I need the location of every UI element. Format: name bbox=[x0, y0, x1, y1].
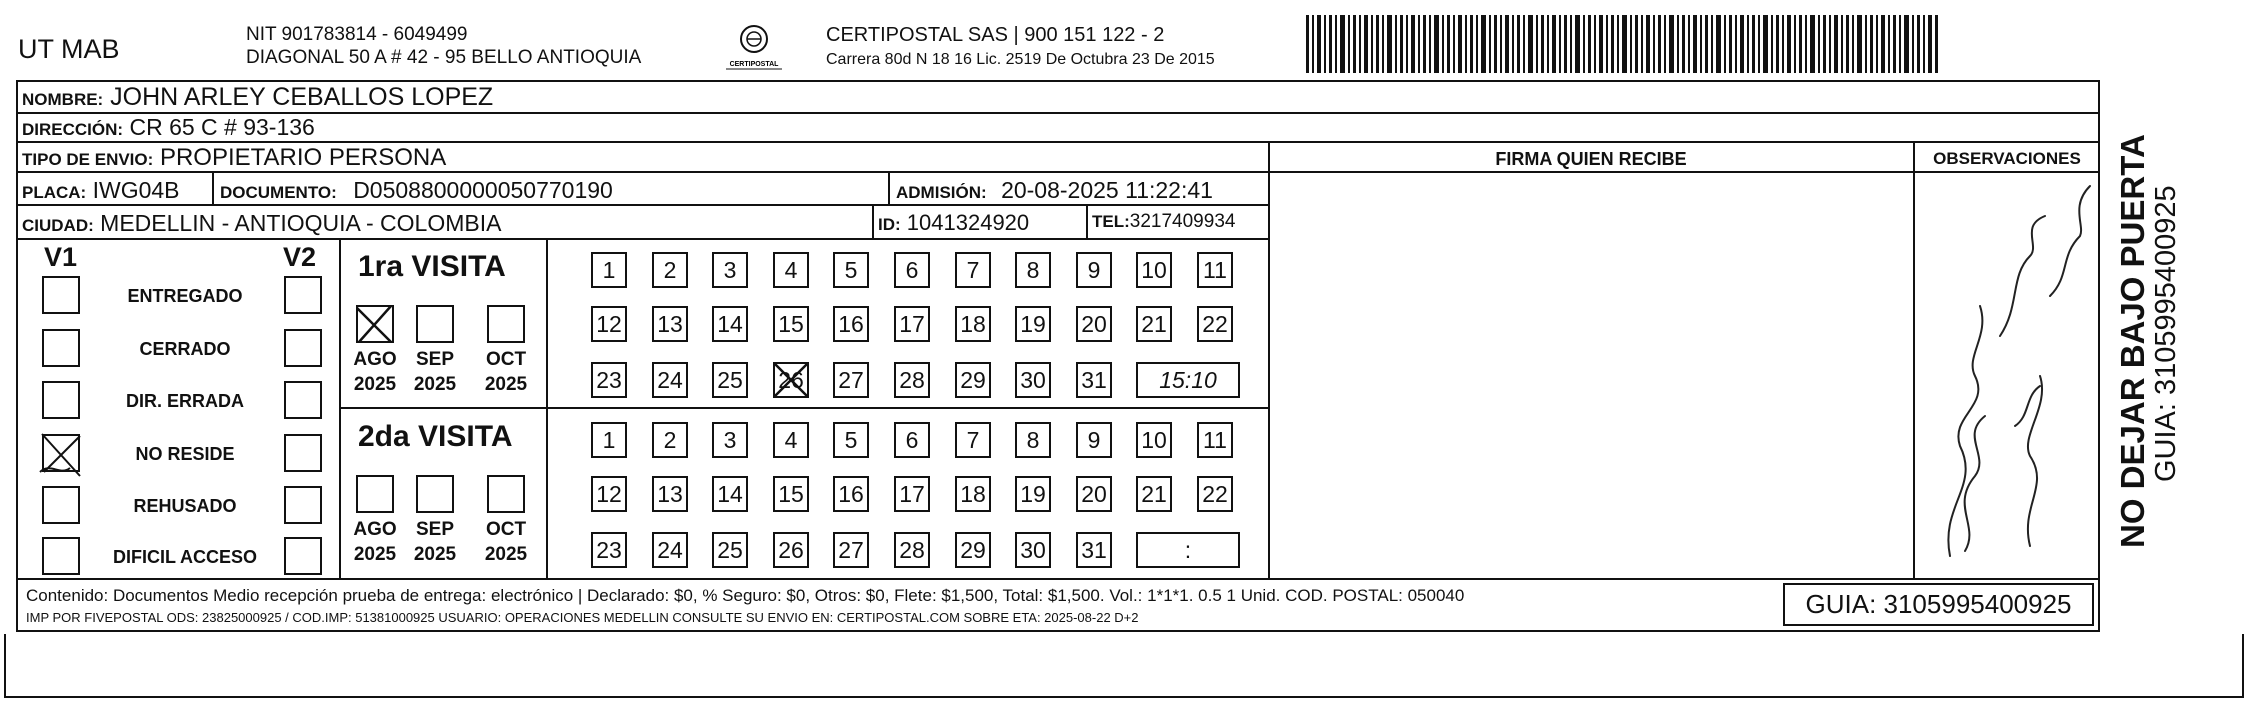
admision-label: ADMISIÓN: bbox=[896, 183, 987, 202]
day-box[interactable]: 22 bbox=[1197, 306, 1233, 342]
v1-checkbox[interactable] bbox=[42, 537, 80, 575]
id-row bbox=[878, 212, 1029, 234]
footer-contenido: Contenido: Documentos Medio recepción prueba de entrega: electrónico | Declarado: $0, % Seguro: $0, Otros: $0, Flete: $1,500, Total: $1,500. Vol.: 1*1*1. 0.5 1 Unid. COD. POSTAL: 050040 bbox=[26, 586, 1465, 605]
day-cross-mark bbox=[773, 362, 809, 398]
day-box[interactable]: 15 bbox=[773, 306, 809, 342]
v1-header: V1 bbox=[44, 242, 78, 272]
status-option-label: NO RESIDE bbox=[135, 444, 235, 464]
day-box[interactable]: 13 bbox=[652, 476, 688, 512]
v2-checkbox[interactable] bbox=[284, 434, 322, 472]
day-box[interactable]: 5 bbox=[833, 422, 869, 458]
tel-value: 3217409934 bbox=[1129, 211, 1236, 232]
month-checkbox[interactable] bbox=[356, 475, 394, 513]
tipo-label: TIPO DE ENVIO: bbox=[22, 150, 154, 169]
day-box[interactable]: 23 bbox=[591, 532, 627, 568]
day-box[interactable]: 6 bbox=[894, 422, 930, 458]
footer-imp: IMP POR FIVEPOSTAL ODS: 23825000925 / COD.IMP: 51381000925 USUARIO: OPERACIONES MEDELLIN CONSULTE SU ENVIO EN: CERTIPOSTAL.COM SOBRE ETA: 2025-08-22 D+2 bbox=[26, 610, 1139, 625]
day-box[interactable]: 23 bbox=[591, 362, 627, 398]
day-box[interactable]: 30 bbox=[1015, 532, 1051, 568]
barcode bbox=[1306, 15, 1940, 73]
admision-row bbox=[896, 179, 1213, 202]
tel-row bbox=[1092, 212, 1235, 231]
month-label: AGO 2025 bbox=[353, 519, 397, 565]
day-box[interactable]: 29 bbox=[955, 532, 991, 568]
status-option-label: ENTREGADO bbox=[127, 286, 243, 306]
day-box[interactable]: 28 bbox=[894, 532, 930, 568]
month-checkbox[interactable] bbox=[487, 305, 525, 343]
day-box[interactable]: 1 bbox=[591, 252, 627, 288]
v1-checkbox[interactable] bbox=[42, 276, 80, 314]
visit-title: 2da VISITA bbox=[358, 420, 513, 453]
status-option-label: REHUSADO bbox=[133, 496, 237, 516]
day-box[interactable]: 30 bbox=[1015, 362, 1051, 398]
day-box[interactable]: 24 bbox=[652, 532, 688, 568]
day-box[interactable]: 8 bbox=[1015, 422, 1051, 458]
month-label: SEP 2025 bbox=[413, 349, 457, 395]
day-box[interactable]: 17 bbox=[894, 476, 930, 512]
day-box[interactable]: 21 bbox=[1136, 306, 1172, 342]
company-license: Carrera 80d N 18 16 Lic. 2519 De Octubra 23 De 2015 bbox=[826, 51, 1215, 68]
v2-header: V2 bbox=[283, 242, 317, 272]
ciudad-row bbox=[22, 212, 501, 235]
time-box[interactable]: : bbox=[1136, 532, 1240, 568]
month-checkbox[interactable] bbox=[416, 305, 454, 343]
tipo-row bbox=[22, 146, 446, 170]
sender-address: DIAGONAL 50 A # 42 - 95 BELLO ANTIOQUIA bbox=[246, 47, 642, 68]
direccion-value: CR 65 C # 93-136 bbox=[129, 114, 315, 140]
day-box[interactable]: 10 bbox=[1136, 252, 1172, 288]
v1-checkbox[interactable] bbox=[42, 434, 80, 472]
day-box[interactable]: 14 bbox=[712, 476, 748, 512]
day-box[interactable]: 4 bbox=[773, 252, 809, 288]
day-box[interactable]: 22 bbox=[1197, 476, 1233, 512]
day-box[interactable]: 25 bbox=[712, 362, 748, 398]
id-label: ID: bbox=[878, 215, 901, 234]
sender-nit: NIT 901783814 - 6049499 bbox=[246, 24, 468, 45]
direccion-row bbox=[22, 116, 315, 139]
side-guia: GUIA: 3105995400925 bbox=[2150, 185, 2182, 482]
footer-guia: GUIA: 3105995400925 bbox=[1805, 589, 2072, 619]
day-box[interactable]: 18 bbox=[955, 306, 991, 342]
day-box[interactable]: 31 bbox=[1076, 532, 1112, 568]
month-label: AGO 2025 bbox=[353, 349, 397, 395]
day-box[interactable]: 17 bbox=[894, 306, 930, 342]
day-box[interactable]: 19 bbox=[1015, 476, 1051, 512]
day-box[interactable]: 9 bbox=[1076, 422, 1112, 458]
day-box[interactable]: 26 bbox=[773, 362, 809, 398]
status-option-label: CERRADO bbox=[139, 339, 231, 359]
day-box[interactable]: 6 bbox=[894, 252, 930, 288]
month-checkbox[interactable] bbox=[416, 475, 454, 513]
day-box[interactable]: 13 bbox=[652, 306, 688, 342]
company-name: CERTIPOSTAL SAS | 900 151 122 - 2 bbox=[826, 24, 1165, 46]
day-box[interactable]: 3 bbox=[712, 422, 748, 458]
day-box[interactable]: 8 bbox=[1015, 252, 1051, 288]
nombre-label: NOMBRE: bbox=[22, 90, 104, 109]
observaciones-handwriting bbox=[1920, 176, 2096, 574]
day-box[interactable]: 27 bbox=[833, 362, 869, 398]
observaciones-header: OBSERVACIONES bbox=[1933, 149, 2081, 168]
day-box[interactable]: 28 bbox=[894, 362, 930, 398]
sender-name: UT MAB bbox=[18, 34, 120, 64]
day-box[interactable]: 20 bbox=[1076, 476, 1112, 512]
v1-checkbox[interactable] bbox=[42, 381, 80, 419]
day-box[interactable]: 31 bbox=[1076, 362, 1112, 398]
day-box[interactable]: 16 bbox=[833, 306, 869, 342]
day-box[interactable]: 26 bbox=[773, 532, 809, 568]
month-checkbox[interactable] bbox=[487, 475, 525, 513]
day-box[interactable]: 4 bbox=[773, 422, 809, 458]
footer-guia-box bbox=[1783, 583, 2094, 626]
month-checkbox[interactable] bbox=[356, 305, 394, 343]
v2-checkbox[interactable] bbox=[284, 381, 322, 419]
placa-row bbox=[22, 179, 180, 202]
admision-value: 20-08-2025 11:22:41 bbox=[1001, 177, 1213, 203]
day-box[interactable]: 5 bbox=[833, 252, 869, 288]
v1-checkbox[interactable] bbox=[42, 486, 80, 524]
day-box[interactable]: 29 bbox=[955, 362, 991, 398]
day-box[interactable]: 7 bbox=[955, 422, 991, 458]
day-box[interactable]: 27 bbox=[833, 532, 869, 568]
day-box[interactable]: 25 bbox=[712, 532, 748, 568]
svg-text:CERTIPOSTAL: CERTIPOSTAL bbox=[729, 61, 779, 68]
tipo-value: PROPIETARIO PERSONA bbox=[159, 144, 447, 171]
month-label: OCT 2025 bbox=[484, 519, 528, 565]
v2-checkbox[interactable] bbox=[284, 486, 322, 524]
day-box[interactable]: 10 bbox=[1136, 422, 1172, 458]
day-box[interactable]: 21 bbox=[1136, 476, 1172, 512]
day-box[interactable]: 24 bbox=[652, 362, 688, 398]
v2-checkbox[interactable] bbox=[284, 537, 322, 575]
day-box[interactable]: 16 bbox=[833, 476, 869, 512]
nombre-row bbox=[22, 85, 493, 110]
ciudad-value: MEDELLIN - ANTIOQUIA - COLOMBIA bbox=[100, 210, 502, 236]
day-box[interactable]: 12 bbox=[591, 306, 627, 342]
day-box[interactable]: 1 bbox=[591, 422, 627, 458]
time-box[interactable]: 15:10 bbox=[1136, 362, 1240, 398]
placa-label: PLACA: bbox=[22, 183, 87, 202]
firma-header: FIRMA QUIEN RECIBE bbox=[1495, 149, 1687, 169]
day-box[interactable]: 14 bbox=[712, 306, 748, 342]
day-box[interactable]: 2 bbox=[652, 422, 688, 458]
day-box[interactable]: 20 bbox=[1076, 306, 1112, 342]
day-box[interactable]: 2 bbox=[652, 252, 688, 288]
bottom-margin-frame bbox=[4, 634, 2244, 698]
day-box[interactable]: 3 bbox=[712, 252, 748, 288]
placa-value: IWG04B bbox=[92, 177, 180, 203]
day-box[interactable]: 11 bbox=[1197, 422, 1233, 458]
documento-value: D0508800000050770190 bbox=[353, 177, 613, 203]
v2-checkbox[interactable] bbox=[284, 276, 322, 314]
day-box[interactable]: 18 bbox=[955, 476, 991, 512]
v2-checkbox[interactable] bbox=[284, 329, 322, 367]
id-value: 1041324920 bbox=[906, 210, 1030, 235]
no-dejar-warning: NO DEJAR BAJO PUERTA bbox=[2114, 134, 2151, 548]
status-option-label: DIR. ERRADA bbox=[125, 391, 244, 411]
day-box[interactable]: 9 bbox=[1076, 252, 1112, 288]
nombre-value: JOHN ARLEY CEBALLOS LOPEZ bbox=[110, 83, 494, 111]
status-option-label: DIFICIL ACCESO bbox=[112, 547, 257, 567]
month-label: SEP 2025 bbox=[413, 519, 457, 565]
day-box[interactable]: 7 bbox=[955, 252, 991, 288]
tel-label: TEL: bbox=[1092, 212, 1130, 231]
ciudad-label: CIUDAD: bbox=[22, 216, 94, 235]
month-label: OCT 2025 bbox=[484, 349, 528, 395]
v1-checkbox[interactable] bbox=[42, 329, 80, 367]
day-box[interactable]: 19 bbox=[1015, 306, 1051, 342]
documento-label: DOCUMENTO: bbox=[220, 183, 337, 202]
day-box[interactable]: 12 bbox=[591, 476, 627, 512]
certipostal-logo bbox=[718, 22, 790, 72]
day-box[interactable]: 15 bbox=[773, 476, 809, 512]
documento-row bbox=[220, 179, 613, 202]
visit-title: 1ra VISITA bbox=[358, 250, 506, 283]
direccion-label: DIRECCIÓN: bbox=[22, 120, 124, 139]
day-box[interactable]: 11 bbox=[1197, 252, 1233, 288]
